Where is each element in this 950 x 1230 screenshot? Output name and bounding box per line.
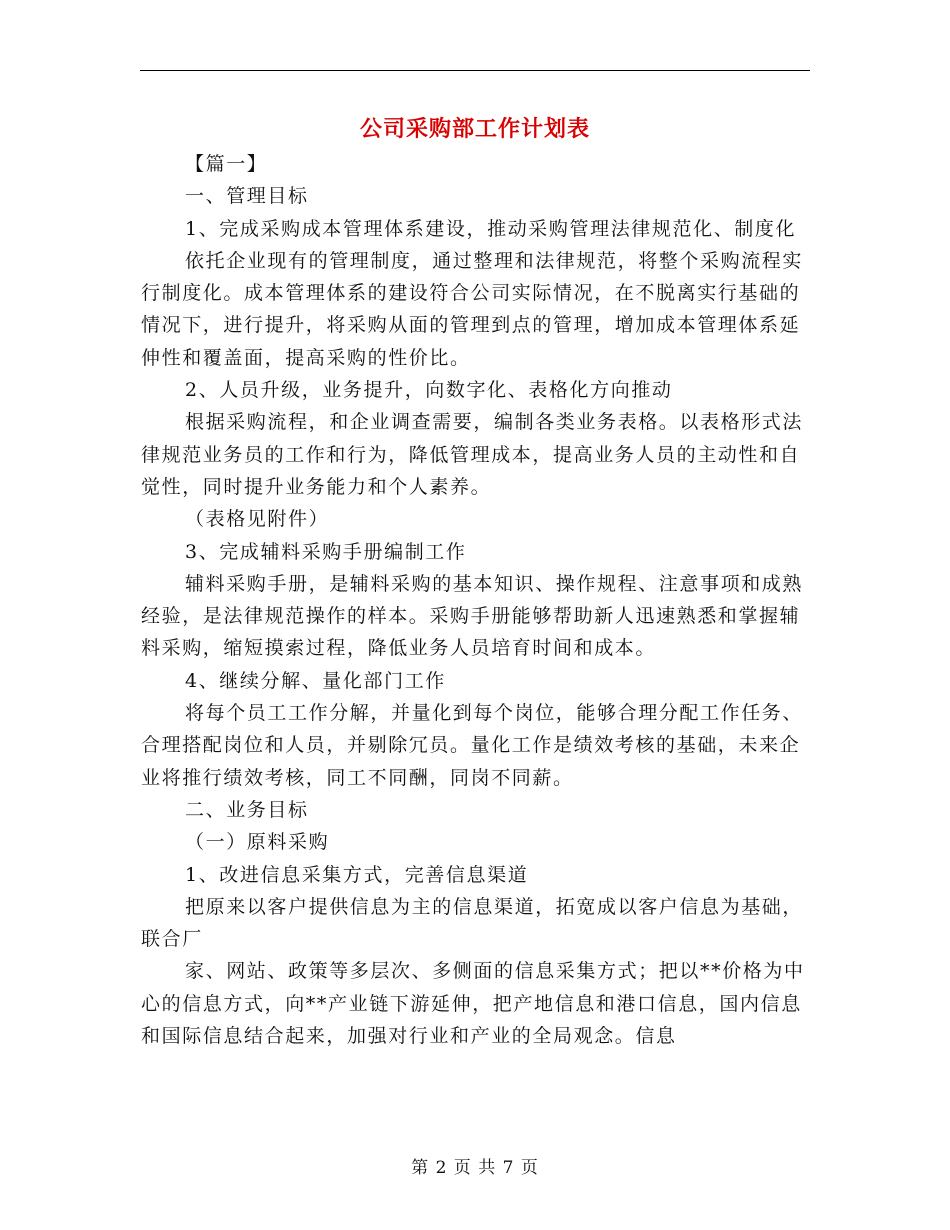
document-body xyxy=(141,148,811,1052)
paragraph: 家、网站、政策等多层次、多侧面的信息采集方式；把以**价格为中心的信息方式，向**产业链下游延伸，把产地信息和港口信息，国内信息和国际信息结合起来，加强对行业和产业的全局观念。信息 xyxy=(141,960,805,1048)
paragraph: 根据采购流程，和企业调查需要，编制各类业务表格。以表格形式法律规范业务员的工作和行为，降低管理成本，提高业务人员的主动性和自觉性，同时提升业务能力和个人素养。 xyxy=(141,411,804,498)
paragraph: 一、管理目标 xyxy=(185,185,309,208)
paragraph: （一）原料采购 xyxy=(185,831,330,854)
paragraph: 2、人员升级，业务提升，向数字化、表格化方向推动 xyxy=(185,379,673,402)
paragraph: 二、业务目标 xyxy=(185,798,309,821)
paragraph: 1、改进信息采集方式，完善信息渠道 xyxy=(185,863,529,886)
document-title: 公司采购部工作计划表 xyxy=(359,116,590,142)
paragraph: 把原来以客户提供信息为主的信息渠道，拓宽成以客户信息为基础，联合厂 xyxy=(141,895,804,951)
paragraph: 将每个员工工作分解，并量化到每个岗位，能够合理分配工作任务、合理搭配岗位和人员，并剔除冗员。量化工作是绩效考核的基础，未来企业将推行绩效考核，同工不同酬，同岗不同薪。 xyxy=(141,702,804,789)
paragraph: 1、完成采购成本管理体系建设，推动采购管理法律规范化、制度化 xyxy=(185,217,797,240)
paragraph: 4、继续分解、量化部门工作 xyxy=(185,669,446,692)
paragraph: （表格见附件） xyxy=(185,508,330,531)
paragraph: 辅料采购手册，是辅料采购的基本知识、操作规程、注意事项和成熟经验，是法律规范操作的样本。采购手册能够帮助新人迅速熟悉和掌握辅料采购，缩短摸索过程，降低业务人员培育时间和成本。 xyxy=(141,572,804,660)
paragraph: 【篇一】 xyxy=(185,153,268,175)
paragraph: 3、完成辅料采购手册编制工作 xyxy=(185,540,467,563)
paragraph: 依托企业现有的管理制度，通过整理和法律规范，将整个采购流程实行制度化。成本管理体系的建设符合公司实际情况，在不脱离实行基础的情况下，进行提升，将采购从面的管理到点的管理，增加成本管理体系延伸性和覆盖面，提高采购的性价比。 xyxy=(141,249,804,369)
page-number: 第 2 页 共 7 页 xyxy=(411,1158,539,1178)
header-rule xyxy=(140,70,810,71)
